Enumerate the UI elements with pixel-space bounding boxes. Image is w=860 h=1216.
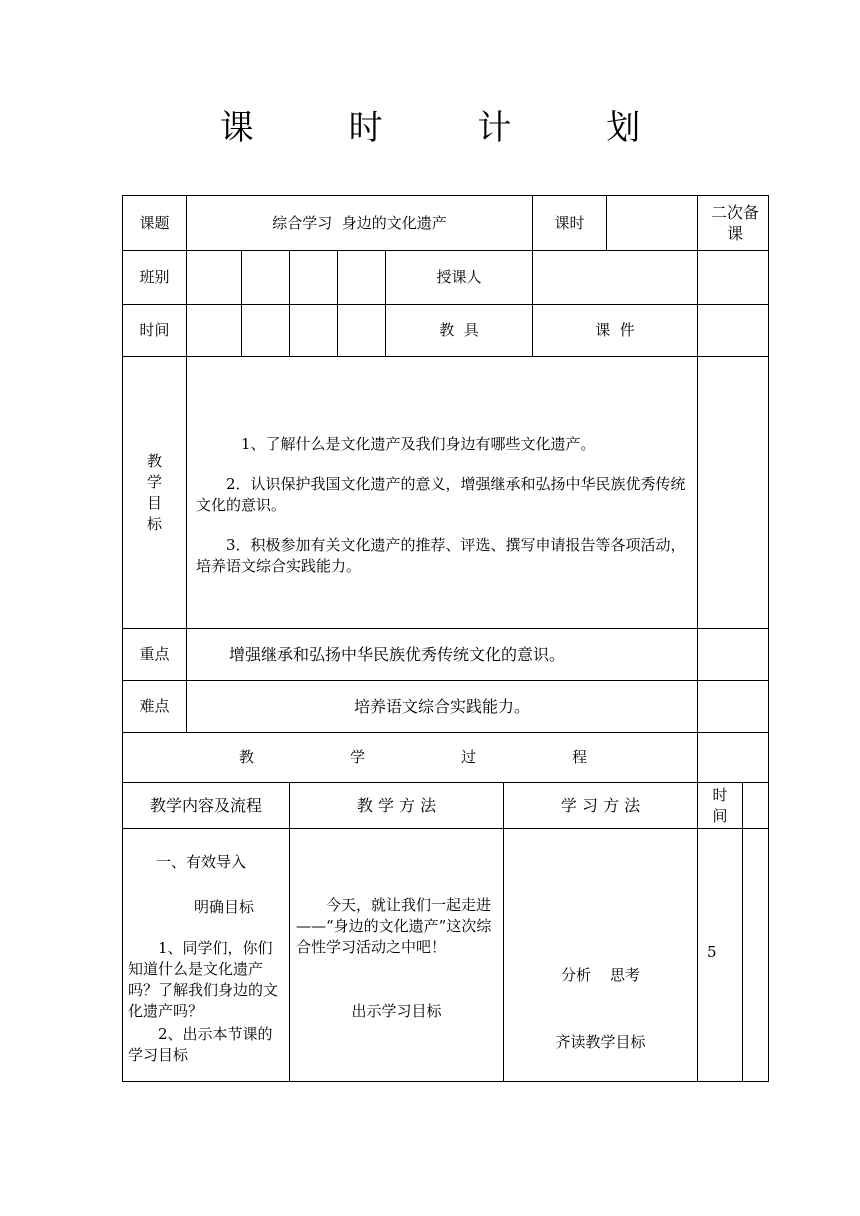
lesson-row (123, 829, 769, 1082)
time-label: 时间 (123, 305, 187, 357)
lesson-plan-table (122, 195, 769, 1082)
difficulty-label: 难点 (123, 681, 187, 733)
class-cell-2 (242, 251, 290, 305)
class-cell-3 (290, 251, 338, 305)
teacher-value (533, 251, 698, 305)
topic-row (123, 196, 769, 251)
topic-value: 综合学习 身边的文化遗产 (187, 196, 533, 251)
column-header-prep-cell (743, 783, 769, 829)
learning-method (504, 829, 698, 1082)
tools-prep-cell (698, 305, 769, 357)
teacher-label: 授课人 (386, 251, 533, 305)
time-cell-1 (187, 305, 242, 357)
page-title: 课 时 计 划 (219, 108, 683, 148)
time-row (123, 305, 769, 357)
lesson-time: 5 (698, 829, 743, 1082)
hours-label (533, 196, 698, 251)
class-cell-1 (187, 251, 242, 305)
teaching-intro: 今天，就让我们一起走进——“身边的文化遗产”这次综合性学习活动之中吧！ (296, 896, 492, 956)
section-subtitle: 明确目标 (194, 898, 255, 916)
class-row (123, 251, 769, 305)
lesson-prep-cell (743, 829, 769, 1082)
class-label: 班别 (123, 251, 187, 305)
time-column-header: 时间 (698, 783, 743, 829)
content-item: 2、出示本节课的学习目标 (128, 1025, 273, 1064)
learning-read: 齐读教学目标 (555, 1033, 646, 1051)
topic-label: 课题 (123, 196, 187, 251)
class-cell-4 (338, 251, 386, 305)
learning-analyze: 分析 思考 (560, 966, 641, 984)
content-column-header: 教学内容及流程 (123, 783, 290, 829)
teaching-method-header: 教 学 方 法 (290, 783, 504, 829)
time-cell-4 (338, 305, 386, 357)
goals-label: 教 学 目 标 (123, 357, 187, 629)
lesson-content (123, 829, 290, 1082)
time-cell-2 (242, 305, 290, 357)
process-header-row (123, 733, 769, 783)
goal-item: 2．认识保护我国文化遗产的意义，增强继承和弘扬中华民族优秀传统文化的意识。 (196, 474, 686, 514)
content-item: 1、同学们，你们知道什么是文化遗产吗？了解我们身边的文化遗产吗？ (128, 939, 279, 1020)
section-title: 一、有效导入 (156, 853, 247, 871)
hours-label-text: 课时 (533, 196, 607, 250)
hours-value (607, 196, 697, 250)
teacher-prep-cell (698, 251, 769, 305)
difficulty-text: 培养语文综合实践能力。 (187, 681, 698, 733)
key-point-row (123, 629, 769, 681)
key-point-text: 增强继承和弘扬中华民族优秀传统文化的意识。 (187, 629, 698, 681)
process-prep-cell (698, 733, 769, 783)
goal-item: 1、了解什么是文化遗产及我们身边有哪些文化遗产。 (241, 434, 596, 453)
second-prep-label: 二次备课 (698, 196, 769, 251)
tools-label: 教 具 (386, 305, 533, 357)
goal-item: 3．积极参加有关文化遗产的推荐、评选、撰写申请报告等各项活动，培养语文综合实践能力。 (196, 535, 686, 575)
learning-method-header: 学 习 方 法 (504, 783, 698, 829)
difficulty-prep-cell (698, 681, 769, 733)
goals-row (123, 357, 769, 629)
time-cell-3 (290, 305, 338, 357)
goals-prep-cell (698, 357, 769, 629)
key-point-prep-cell (698, 629, 769, 681)
tools-value: 课 件 (533, 305, 698, 357)
difficulty-row (123, 681, 769, 733)
teaching-show-goals: 出示学习目标 (351, 1002, 442, 1020)
column-header-row (123, 783, 769, 829)
goals-content (187, 357, 698, 629)
process-title: 教 学 过 程 (123, 733, 698, 783)
key-point-label: 重点 (123, 629, 187, 681)
teaching-method (290, 829, 504, 1082)
